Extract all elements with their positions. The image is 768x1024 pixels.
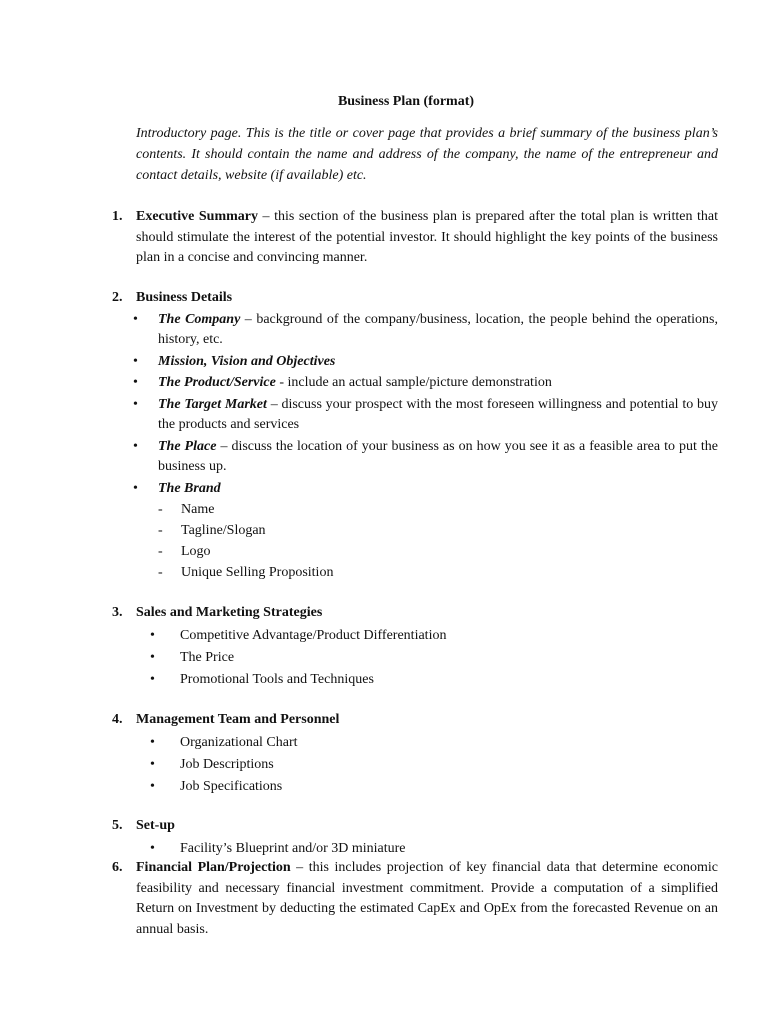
brand-item-text: Tagline/Slogan	[181, 523, 266, 538]
brand-list-item	[108, 499, 718, 520]
section-executive-summary	[108, 207, 718, 269]
brand-item-text: Name	[181, 502, 215, 517]
bullet-icon: •	[150, 671, 155, 687]
section-number: 3.	[112, 605, 123, 620]
list-item	[108, 373, 718, 394]
dash-marker: -	[158, 544, 163, 559]
list-item	[108, 310, 718, 351]
bullet-icon: •	[150, 778, 155, 794]
bullet-icon: •	[133, 353, 138, 369]
item-text: Job Specifications	[180, 778, 283, 794]
list-item	[108, 754, 718, 775]
dash-marker: -	[158, 565, 163, 580]
list-item	[108, 647, 718, 668]
section-paragraph	[108, 858, 718, 940]
section-business-details	[108, 288, 718, 583]
section-number: 5.	[112, 818, 123, 833]
brand-list-item	[108, 562, 718, 583]
list-item	[108, 395, 718, 436]
section-heading: Financial Plan/Projection	[136, 860, 291, 875]
section-header	[108, 710, 718, 731]
list-item	[108, 625, 718, 646]
section-number: 2.	[112, 290, 123, 305]
section-number: 4.	[112, 712, 123, 727]
section-financial-plan	[108, 858, 718, 940]
bullet-icon: •	[133, 311, 138, 327]
section-header	[108, 288, 718, 309]
list-item	[108, 352, 718, 373]
bullet-icon: •	[150, 734, 155, 750]
section-heading: Executive Summary	[136, 209, 258, 224]
bullet-icon: •	[150, 627, 155, 643]
bullet-icon: •	[133, 480, 138, 496]
item-label: The Product/Service	[158, 375, 276, 390]
brand-item-text: Unique Selling Proposition	[181, 565, 334, 580]
section-heading: Set-up	[136, 818, 175, 833]
list-item	[108, 479, 718, 500]
item-text: Organizational Chart	[180, 734, 298, 750]
section-set-up	[108, 816, 718, 859]
item-text: – background of the company/business, location, the people behind the operations, history, etc.	[158, 311, 718, 347]
section-number: 6.	[112, 860, 123, 875]
bullet-icon: •	[150, 649, 155, 665]
section-header	[108, 816, 718, 837]
bullet-icon: •	[150, 840, 155, 856]
bullet-icon: •	[133, 396, 138, 412]
bullet-icon: •	[133, 438, 138, 454]
item-text: – discuss your prospect with the most foreseen willingness and potential to buy the products and services	[158, 396, 718, 432]
list-item	[108, 437, 718, 478]
section-header	[108, 603, 718, 624]
item-text: – discuss the location of your business as on how you see it as a feasible area to put the business up.	[158, 438, 718, 474]
bullet-icon: •	[150, 756, 155, 772]
list-item	[108, 776, 718, 797]
section-paragraph	[108, 207, 718, 269]
list-item	[108, 732, 718, 753]
brand-list-item	[108, 520, 718, 541]
document-title: Business Plan (format)	[337, 94, 475, 109]
bullet-icon: •	[133, 375, 138, 390]
item-text: The Price	[180, 649, 235, 665]
dash-marker: -	[158, 502, 163, 517]
item-label: The Brand	[158, 480, 221, 496]
item-text: Facility’s Blueprint and/or 3D miniature	[180, 840, 406, 856]
intro-paragraph: Introductory page. This is the title or cover page that provides a brief summary of the business plan’s contents. It should contain the name and address of the company, the name of the entrepreneur and contact details, website (if available) etc.	[136, 126, 718, 183]
item-text: Promotional Tools and Techniques	[180, 671, 374, 687]
section-management-team	[108, 710, 718, 797]
list-item	[108, 838, 718, 859]
brand-item-text: Logo	[181, 544, 211, 559]
section-heading: Management Team and Personnel	[136, 712, 340, 727]
section-number: 1.	[112, 209, 123, 224]
brand-list-item	[108, 541, 718, 562]
section-text: – this section of the business plan is prepared after the total plan is written that should stimulate the interest of the potential investor. It should highlight the key points of the business plan in a concise and convincing manner.	[136, 209, 718, 265]
item-text: - include an actual sample/picture demonstration	[275, 375, 552, 390]
section-sales-marketing	[108, 603, 718, 690]
item-label: Mission, Vision and Objectives	[158, 353, 336, 369]
item-label: The Company	[158, 311, 241, 327]
dash-marker: -	[158, 523, 163, 538]
list-item	[108, 669, 718, 690]
item-label: The Place	[158, 438, 217, 454]
item-text: Job Descriptions	[180, 756, 274, 772]
item-label: The Target Market	[158, 396, 267, 412]
section-heading: Business Details	[136, 290, 233, 305]
section-text: – this includes projection of key financial data that determine economic feasibility and necessary financial investment commitment. Provide a computation of a simplified Return on Investment by deducting the estimated CapEx and OpEx from the forecasted Revenue on an annual basis.	[136, 860, 718, 937]
section-heading: Sales and Marketing Strategies	[136, 605, 323, 620]
item-text: Competitive Advantage/Product Differentiation	[180, 627, 447, 643]
